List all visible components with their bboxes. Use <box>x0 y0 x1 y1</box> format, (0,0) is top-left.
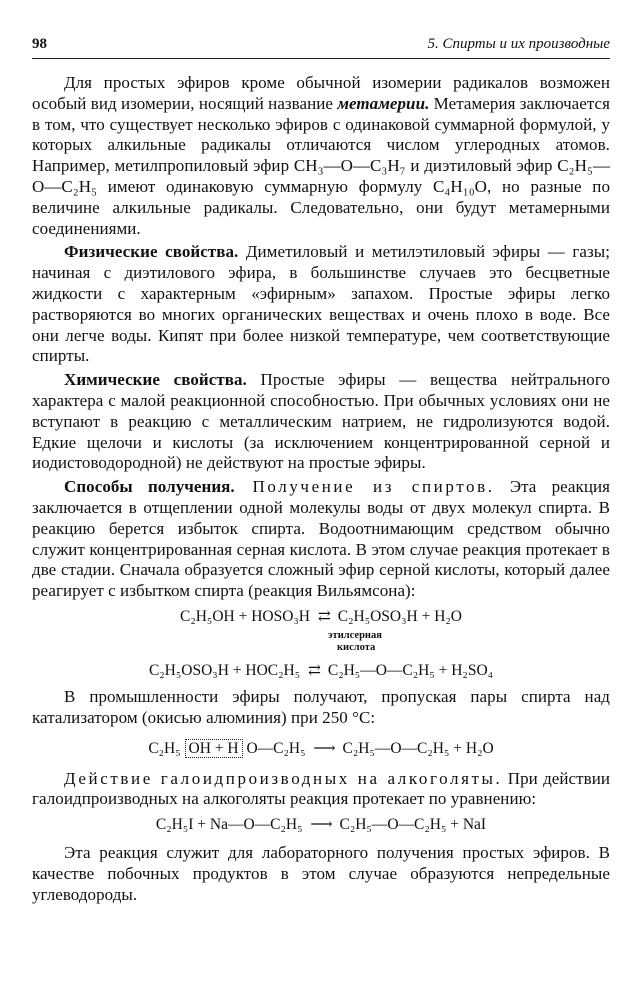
equation-3: C₂H₅ OH + H O—C₂H₅ ⟶ C₂H₅—O—C₂H₅ + H₂O <box>148 739 494 757</box>
water-elimination-box: OH + H <box>185 739 243 758</box>
paragraph-alkoxides: Действие галоидпроизводных на алкоголяты. При действии галоидпроизводных на алкоголяты реакция протекает по уравнению: <box>32 768 610 809</box>
subheading-alkoxides: Действие галоидпроизводных на алкоголяты. <box>64 768 503 788</box>
heading-preparation: Способы получения. <box>64 477 235 497</box>
equation-1-caption: этилсерная кислота <box>328 629 382 653</box>
paragraph-preparation: Способы получения. Получение из спиртов. Эта реакция заключается в отщеплении одной молекулы воды от двух молекул спирта. В реакцию берется избыток спирта. Водоотнимающим средством обычно служит концентрированная серная кислота. В этом случае реакция протекает в две стадии. Сначала образуется сложный эфир серной кислоты, который далее реагирует с избытком спирта (реакция Вильямсона): <box>32 477 611 601</box>
equation-2: C₂H₅OSO₃H + HOC₂H₅ ⇄ C₂H₅—O—C₂H₅ + H₂SO₄ <box>148 661 494 679</box>
term-metamerism: метамерии. <box>337 93 430 113</box>
heading-physical-properties: Физические свойства. <box>64 242 239 262</box>
page-header <box>32 30 610 59</box>
paragraph-physical-properties: Физические свойства. Диметиловый и метилэтиловый эфиры — газы; начиная с диэтилового эфира, в большинстве случаев это бесцветные жидкости с характерным «эфирным» запахом. Простые эфиры легко растворяются во многих органических веществах и очень плохо в воде. Все они легче воды. Кипят при более низкой температуре, чем соответствующие спирты. <box>32 242 611 366</box>
page-number: 98 <box>32 36 47 52</box>
equilibrium-arrow: ⇄ <box>317 607 330 625</box>
book-page <box>32 30 610 906</box>
paragraph-laboratory: Эта реакция служит для лабораторного получения простых эфиров. В качестве побочных продуктов в этом случае образуются непредельные углеводороды. <box>32 843 610 904</box>
equilibrium-arrow: ⇄ <box>307 661 320 679</box>
reaction-arrow: ⟶ <box>310 816 332 834</box>
reaction-arrow: ⟶ <box>313 739 335 757</box>
paragraph-metamerism: Для простых эфиров кроме обычной изомерии радикалов возможен особый вид изомерии, носящий название метамерии. Метамерия заключается в том, что существует несколько эфиров с одинаковой суммарной формулой, у которых алкильные радикалы отличаются числом углеродных атомов. Например, метилпропиловый эфир CH₃—O—C₃H₇ и диэтиловый эфир C₂H₅—O—C₂H₅ имеют одинаковую суммарную формулу C₄H₁₀O, но разные по величине алкильные радикалы. Следовательно, они будут метамерными соединениями. <box>32 73 611 238</box>
heading-chemical-properties: Химические свойства. <box>64 370 247 390</box>
equation-1: C₂H₅OH + HOSO₃H ⇄ C₂H₅OSO₃H + H₂O <box>179 607 462 625</box>
paragraph-chemical-properties: Химические свойства. Простые эфиры — вещества нейтрального характера с малой реакционной способностью. При обычных условиях они не вступают в реакцию с металлическим натрием, не гидролизуются водой. Едкие щелочи и кислоты (за исключением концентрированной серной и иодистоводородной) не действуют на простые эфиры. <box>32 370 610 473</box>
running-title: 5. Спирты и их производные <box>427 36 610 52</box>
subheading-from-alcohols: Получение из спиртов. <box>234 477 495 497</box>
paragraph-industrial: В промышленности эфиры получают, пропуская пары спирта над катализатором (окисью алюминия) при 250 °C: <box>32 686 610 727</box>
page-body <box>32 73 610 906</box>
equation-4: C₂H₅I + Na—O—C₂H₅ ⟶ C₂H₅—O—C₂H₅ + NaI <box>155 816 487 834</box>
